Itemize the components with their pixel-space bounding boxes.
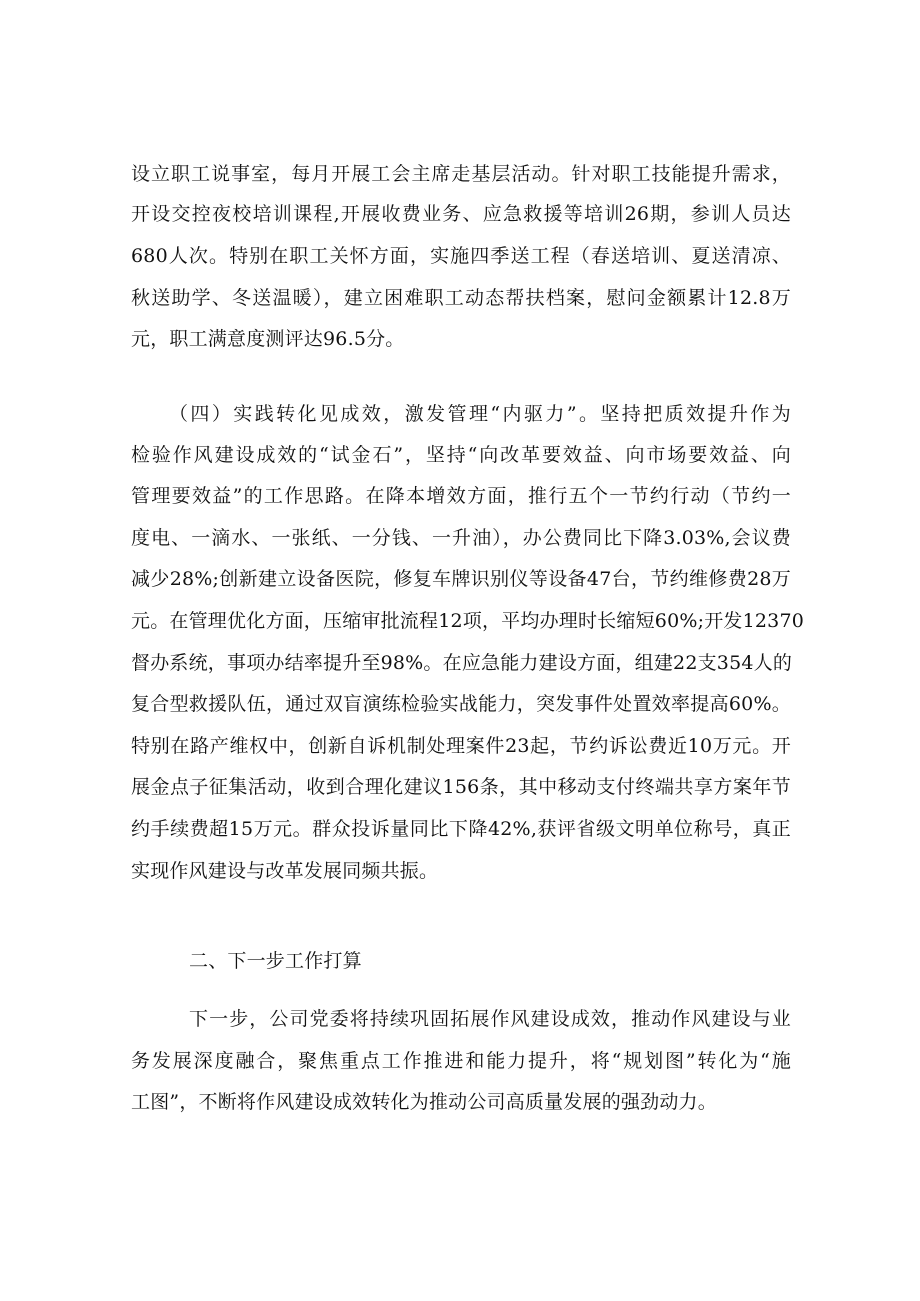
text-line-content: 下一步，公司党委将持续巩固拓展作风建设成效，推动作风建设与业	[189, 1008, 791, 1030]
text-line-content: 元，职工满意度测评达96.5分。	[131, 328, 405, 350]
text-line-content: 约手续费超15万元。群众投诉量同比下降42%,获评省级文明单位称号，真正	[131, 818, 791, 840]
text-line	[0, 318, 920, 360]
text-line	[0, 1081, 920, 1123]
text-line-content: 务发展深度融合，聚焦重点工作推进和能力提升，将“规划图”转化为“施	[131, 1050, 791, 1072]
text-line	[0, 998, 920, 1040]
text-line	[0, 277, 920, 319]
text-line-content: 减少28%;创新建立设备医院，修复车牌识别仪等设备47台，节约维修费28万	[131, 568, 791, 590]
section-heading	[0, 940, 920, 982]
text-line	[0, 393, 920, 435]
text-line	[0, 153, 920, 195]
text-line	[0, 683, 920, 725]
text-line-content: 680人次。特别在职工关怀方面，实施四季送工程（春送培训、夏送清凉、	[131, 245, 791, 267]
text-line-content: 开设交控夜校培训课程,开展收费业务、应急救援等培训26期，参训人员达	[131, 203, 791, 225]
text-line-content: 特别在路产维权中，创新自诉机制处理案件23起，节约诉讼费近10万元。开	[131, 735, 791, 757]
section-heading-text: 二、下一步工作打算	[189, 950, 362, 972]
text-line	[0, 475, 920, 517]
text-line-content: 工图”，不断将作风建设成效转化为推动公司高质量发展的强劲动力。	[131, 1091, 717, 1113]
text-line-content: 展金点子征集活动，收到合理化建议156条，其中移动支付终端共享方案年节	[131, 776, 791, 798]
text-line	[0, 642, 920, 684]
text-line-content: 设立职工说事室，每月开展工会主席走基层活动。针对职工技能提升需求，	[131, 163, 791, 185]
text-line	[0, 1040, 920, 1082]
text-line-content: 复合型救援队伍，通过双盲演练检验实战能力，突发事件处置效率提高60%。	[131, 693, 791, 715]
text-line-content: （四）实践转化见成效，激发管理“内驱力”。坚持把质效提升作为	[169, 403, 791, 425]
text-line-content: 度电、一滴水、一张纸、一分钱、一升油），办公费同比下降3.03%,会议费	[131, 527, 791, 549]
text-line	[0, 193, 920, 235]
text-line	[0, 850, 920, 892]
text-line	[0, 434, 920, 476]
text-line	[0, 808, 920, 850]
text-line-content: 实现作风建设与改革发展同频共振。	[131, 860, 439, 882]
text-line-content: 督办系统，事项办结率提升至98%。在应急能力建设方面，组建22支354人的	[131, 652, 793, 674]
text-line	[0, 517, 920, 559]
text-line	[0, 558, 920, 600]
text-line	[0, 725, 920, 767]
text-line-content: 管理要效益”的工作思路。在降本增效方面，推行五个一节约行动（节约一	[131, 485, 791, 507]
text-line	[0, 766, 920, 808]
text-line	[0, 600, 920, 642]
text-line-content: 秋送助学、冬送温暖），建立困难职工动态帮扶档案，慰问金额累计12.8万	[131, 287, 791, 309]
text-line-content: 检验作风建设成效的“试金石”，坚持“向改革要效益、向市场要效益、向	[131, 444, 791, 466]
text-line-content: 元。在管理优化方面，压缩审批流程12项，平均办理时长缩短60%;开发12370	[131, 610, 805, 632]
text-line	[0, 235, 920, 277]
